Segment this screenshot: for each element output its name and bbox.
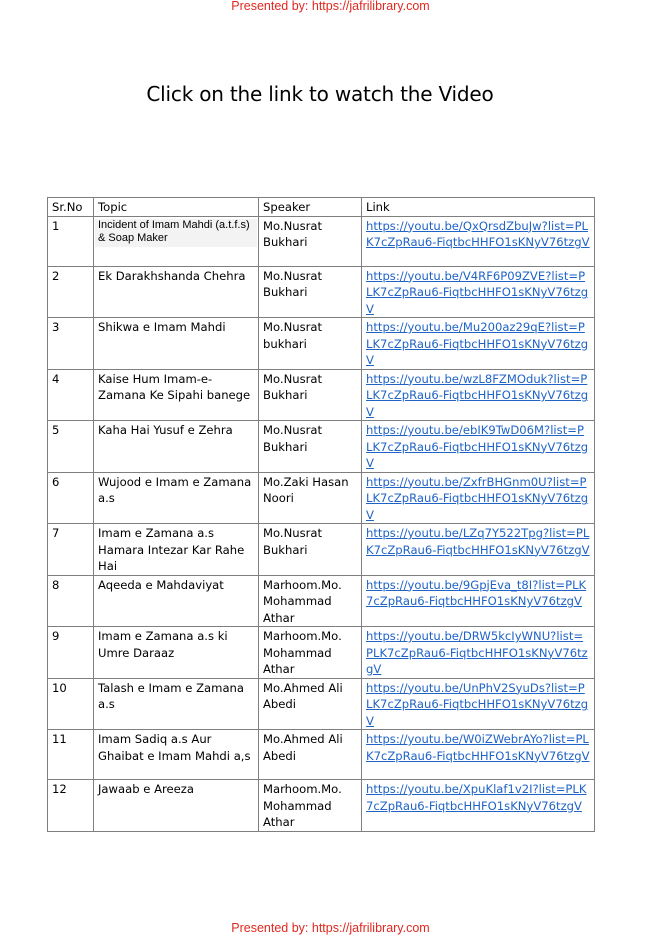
header-link: Link bbox=[362, 198, 595, 217]
cell-sr-no: 6 bbox=[48, 472, 94, 524]
video-link[interactable]: https://youtu.be/Mu200az29qE?list=PLK7cZpRau6-FiqtbcHHFO1sKNyV76tzgV bbox=[366, 320, 589, 367]
cell-topic: Aqeeda e Mahdaviyat bbox=[94, 575, 259, 627]
cell-speaker: Marhoom.Mo. Mohammad Athar bbox=[259, 575, 362, 627]
video-link[interactable]: https://youtu.be/UnPhV2SyuDs?list=PLK7cZpRau6-FiqtbcHHFO1sKNyV76tzgV bbox=[366, 680, 589, 728]
page-title: Click on the link to watch the Video bbox=[146, 82, 494, 106]
cell-sr-no: 3 bbox=[48, 318, 94, 370]
header-topic: Topic bbox=[94, 198, 259, 217]
video-link[interactable]: https://youtu.be/QxQrsdZbuJw?list=PLK7cZpRau6-FiqtbcHHFO1sKNyV76tzgV bbox=[366, 218, 590, 249]
cell-link bbox=[362, 369, 595, 421]
cell-topic: Ek Darakhshanda Chehra bbox=[94, 266, 259, 318]
cell-sr-no: 4 bbox=[48, 369, 94, 421]
cell-speaker: Mo.Zaki Hasan Noori bbox=[259, 472, 362, 524]
presented-by-footer: Presented by: https://jafrilibrary.com bbox=[231, 921, 430, 935]
table-header-row bbox=[48, 198, 595, 217]
video-link[interactable]: https://youtu.be/W0iZWebrAYo?list=PLK7cZpRau6-FiqtbcHHFO1sKNyV76tzgV bbox=[366, 732, 590, 763]
topic-text: Incident of Imam Mahdi (a.t.f.s) & Soap Maker bbox=[95, 219, 257, 247]
table-row bbox=[48, 678, 595, 730]
table-row bbox=[48, 472, 595, 524]
cell-speaker: Marhoom.Mo. Mohammad Athar bbox=[259, 627, 362, 679]
cell-speaker: Mo.Nusrat bukhari bbox=[259, 318, 362, 370]
table-row bbox=[48, 421, 595, 473]
cell-topic: Talash e Imam e Zamana a.s bbox=[94, 678, 259, 730]
cell-topic: Imam e Zamana a.s ki Umre Daraaz bbox=[94, 627, 259, 679]
cell-link bbox=[362, 524, 595, 576]
cell-sr-no: 2 bbox=[48, 266, 94, 318]
video-link[interactable]: https://youtu.be/wzL8FZMOduk?list=PLK7cZpRau6-FiqtbcHHFO1sKNyV76tzgV bbox=[366, 371, 589, 419]
cell-speaker: Marhoom.Mo. Mohammad Athar bbox=[259, 780, 362, 832]
cell-speaker: Mo.Nusrat Bukhari bbox=[259, 266, 362, 318]
cell-topic: Wujood e Imam e Zamana a.s bbox=[94, 472, 259, 524]
cell-sr-no: 10 bbox=[48, 678, 94, 730]
table-row bbox=[48, 780, 595, 832]
cell-link bbox=[362, 472, 595, 524]
cell-topic: Shikwa e Imam Mahdi bbox=[94, 318, 259, 370]
cell-topic bbox=[94, 216, 259, 266]
table-row bbox=[48, 216, 595, 266]
table-row bbox=[48, 524, 595, 576]
cell-topic: Kaise Hum Imam-e-Zamana Ke Sipahi banege bbox=[94, 369, 259, 421]
table-row bbox=[48, 575, 595, 627]
cell-link bbox=[362, 730, 595, 780]
cell-speaker: Mo.Nusrat Bukhari bbox=[259, 369, 362, 421]
cell-link bbox=[362, 216, 595, 266]
cell-speaker: Mo.Nusrat Bukhari bbox=[259, 216, 362, 266]
cell-link bbox=[362, 421, 595, 473]
video-links-table bbox=[47, 197, 595, 832]
cell-sr-no: 5 bbox=[48, 421, 94, 473]
cell-sr-no: 7 bbox=[48, 524, 94, 576]
cell-sr-no: 8 bbox=[48, 575, 94, 627]
cell-speaker: Mo.Ahmed Ali Abedi bbox=[259, 678, 362, 730]
cell-speaker: Mo.Nusrat Bukhari bbox=[259, 421, 362, 473]
cell-sr-no: 11 bbox=[48, 730, 94, 780]
video-link[interactable]: https://youtu.be/XpuKlaf1v2I?list=PLK7cZpRau6-FiqtbcHHFO1sKNyV76tzgV bbox=[366, 782, 587, 813]
cell-link bbox=[362, 318, 595, 370]
cell-sr-no: 9 bbox=[48, 627, 94, 679]
cell-topic: Kaha Hai Yusuf e Zehra bbox=[94, 421, 259, 473]
cell-sr-no: 1 bbox=[48, 216, 94, 266]
table-row bbox=[48, 627, 595, 679]
header-sr-no: Sr.No bbox=[48, 198, 94, 217]
cell-link bbox=[362, 678, 595, 730]
video-link[interactable]: https://youtu.be/V4RF6P09ZVE?list=PLK7cZpRau6-FiqtbcHHFO1sKNyV76tzgV bbox=[366, 268, 589, 316]
cell-link bbox=[362, 780, 595, 832]
cell-topic: Imam e Zamana a.s Hamara Intezar Kar Rahe Hai bbox=[94, 524, 259, 576]
video-link[interactable]: https://youtu.be/ZxfrBHGnm0U?list=PLK7cZpRau6-FiqtbcHHFO1sKNyV76tzgV bbox=[366, 474, 589, 522]
video-link[interactable]: https://youtu.be/ebIK9TwD06M?list=PLK7cZpRau6-FiqtbcHHFO1sKNyV76tzgV bbox=[366, 423, 589, 470]
cell-topic: Jawaab e Areeza bbox=[94, 780, 259, 832]
header-speaker: Speaker bbox=[259, 198, 362, 217]
video-link[interactable]: https://youtu.be/DRW5kcIyWNU?list=PLK7cZpRau6-FiqtbcHHFO1sKNyV76tzgV bbox=[366, 629, 588, 676]
table-row bbox=[48, 730, 595, 780]
cell-link bbox=[362, 266, 595, 318]
cell-speaker: Mo.Nusrat Bukhari bbox=[259, 524, 362, 576]
presented-by-header: Presented by: https://jafrilibrary.com bbox=[231, 0, 430, 13]
video-link[interactable]: https://youtu.be/LZq7Y522Tpg?list=PLK7cZpRau6-FiqtbcHHFO1sKNyV76tzgV bbox=[366, 526, 590, 557]
table-row bbox=[48, 318, 595, 370]
table-row bbox=[48, 266, 595, 318]
cell-speaker: Mo.Ahmed Ali Abedi bbox=[259, 730, 362, 780]
cell-link bbox=[362, 627, 595, 679]
cell-sr-no: 12 bbox=[48, 780, 94, 832]
video-link[interactable]: https://youtu.be/9GpjEva_t8I?list=PLK7cZpRau6-FiqtbcHHFO1sKNyV76tzgV bbox=[366, 577, 587, 608]
cell-topic: Imam Sadiq a.s Aur Ghaibat e Imam Mahdi a,s bbox=[94, 730, 259, 780]
table-row bbox=[48, 369, 595, 421]
cell-link bbox=[362, 575, 595, 627]
